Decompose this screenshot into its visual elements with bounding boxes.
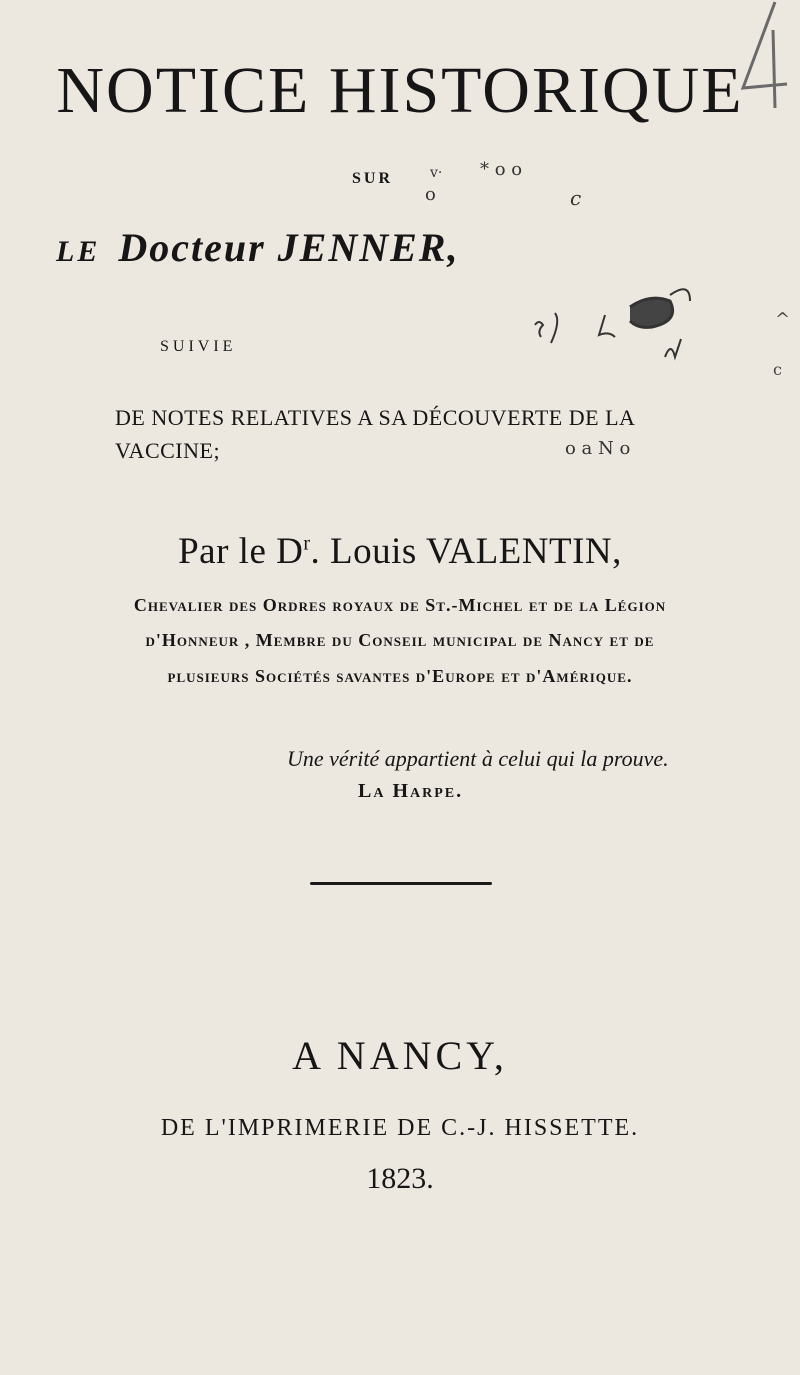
epigraph: Une vérité appartient à celui qui la prouve. [287, 746, 669, 771]
svg-text:v·: v· [430, 165, 443, 181]
epigraph-author: La Harpe. [358, 780, 464, 802]
author-prefix: Par le D [178, 531, 304, 572]
author-line [0, 530, 800, 573]
svg-text:c: c [570, 186, 582, 210]
svg-text:o: o [425, 184, 436, 205]
svg-text:c: c [773, 360, 782, 379]
sur-label: SUR [352, 170, 394, 187]
handwritten-marks [420, 155, 670, 235]
handwritten-shelfmark [455, 285, 795, 400]
notes-line: DE NOTES RELATIVES A SA DÉCOUVERTE DE LA [115, 405, 636, 430]
svg-text:o a N o: o a N o [565, 438, 631, 459]
divider-rule [310, 882, 492, 885]
subject-heading [56, 225, 460, 270]
credentials-line-3: plusieurs Sociétés savantes d'Europe et d'Amérique. [167, 666, 633, 686]
credentials-line-2: d'Honneur , Membre du Conseil municipal de Nancy et de [145, 630, 655, 650]
svg-text:^: ^ [775, 309, 791, 330]
author-name: . Louis VALENTIN, [310, 531, 622, 572]
vaccine-line: VACCINE; [115, 438, 221, 463]
subject-name: Docteur JENNER, [118, 225, 460, 270]
subject-article: LE [56, 235, 101, 268]
author-prefix-sup: r [303, 532, 311, 555]
imprint-city: A NANCY, [292, 1033, 508, 1078]
credentials-line-1: Chevalier des Ordres royaux de St.-Michel et de la Légion [133, 595, 667, 615]
svg-text:* o o: * o o [480, 159, 523, 180]
imprint-printer: DE L'IMPRIMERIE DE C.-J. HISSETTE. [160, 1115, 640, 1141]
handwritten-notes-marks [565, 420, 705, 470]
imprint-year: 1823. [366, 1162, 434, 1195]
suivie-label: SUIVIE [160, 338, 237, 355]
page-title: NOTICE HISTORIQUE [56, 54, 744, 127]
